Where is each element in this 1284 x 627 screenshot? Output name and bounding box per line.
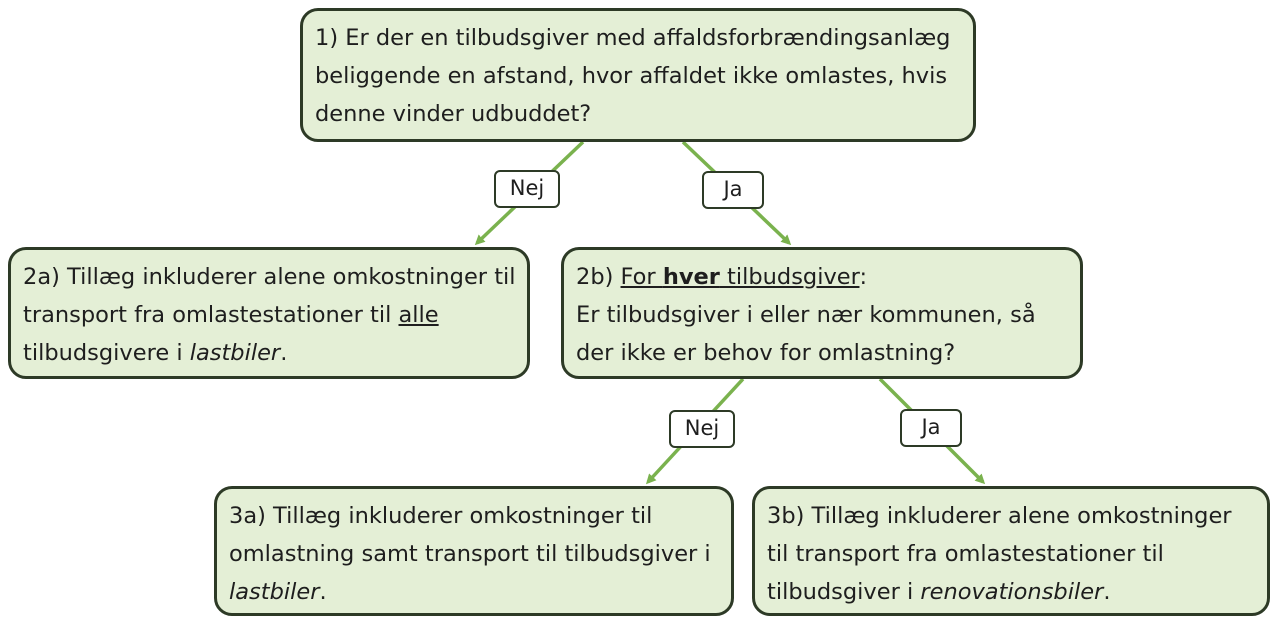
node-3b-line-2: til transport fra omlastestationer til (767, 541, 1164, 567)
edge-label-2b-ja: Ja (900, 409, 962, 447)
node-2b-line-1 (576, 258, 1068, 296)
node-2a-line-1: 2a) Tillæg inkluderer alene omkostninger til (23, 264, 516, 290)
node-2b-line-1-colon: : (859, 264, 868, 290)
question-node-1 (300, 8, 976, 142)
edge-label-1-ja: Ja (702, 171, 764, 209)
node-1-line-3: denne vinder udbuddet? (315, 101, 592, 127)
edge-label-2b-nej: Nej (669, 410, 735, 448)
node-2a-italic-word: lastbiler (189, 340, 281, 366)
question-node-2b (561, 247, 1083, 379)
node-2a-underlined-word: alle (398, 302, 439, 328)
node-3b-line-3-period: . (1103, 579, 1111, 605)
node-2b-line-1-prefix: 2b) (576, 264, 621, 290)
node-3b-line-1: 3b) Tillæg inkluderer alene omkostninger (767, 503, 1232, 529)
node-2a-line-3-text: tilbudsgivere i (23, 340, 190, 366)
node-3a-line-1: 3a) Tillæg inkluderer omkostninger til (229, 503, 653, 529)
node-3b-line-3 (767, 573, 1255, 611)
node-3a-line-3 (229, 573, 719, 611)
node-2a-line-2-text: transport fra omlastestationer til (23, 302, 399, 328)
node-1-line-2: beliggende en afstand, hvor affaldet ikke omlastes, hvis (315, 63, 948, 89)
outcome-node-3b (752, 486, 1270, 616)
outcome-node-3a (214, 486, 734, 616)
outcome-node-2a (8, 247, 530, 379)
node-2b-line-2: Er tilbudsgiver i eller nær kommunen, så (576, 302, 1036, 328)
node-2b-line-3: der ikke er behov for omlastning? (576, 340, 956, 366)
node-2b-bold-hver: hver (662, 264, 720, 290)
node-2a-line-3-period: . (280, 340, 288, 366)
node-3a-italic-word: lastbiler (229, 579, 320, 605)
edge-label-1-nej: Nej (494, 170, 560, 208)
node-2a-line-3 (23, 334, 515, 372)
node-3a-line-2: omlastning samt transport til tilbudsgiver i (229, 541, 711, 567)
node-2b-underlined-tilbudsgiver: tilbudsgiver (719, 264, 860, 290)
node-1-line-1: 1) Er der en tilbudsgiver med affaldsforbrændingsanlæg (315, 25, 951, 51)
node-2a-line-2 (23, 296, 515, 334)
node-2b-underlined-for: For (620, 264, 663, 290)
node-3a-line-3-period: . (319, 579, 327, 605)
node-3b-line-3-text: tilbudsgiver i (767, 579, 921, 605)
node-3b-italic-word: renovationsbiler (920, 579, 1104, 605)
